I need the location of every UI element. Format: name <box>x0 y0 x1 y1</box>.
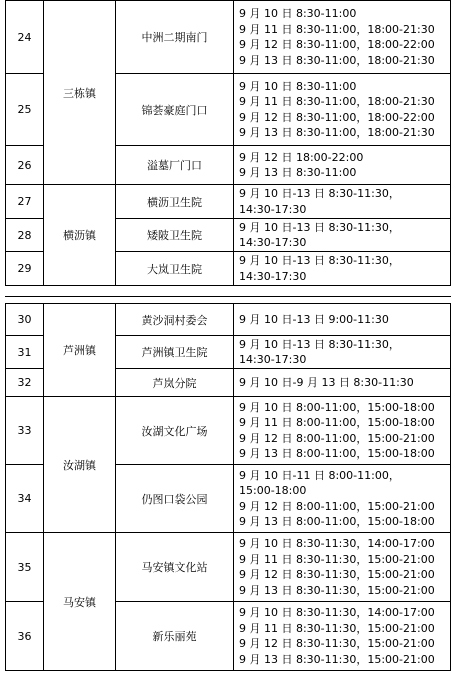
row-number: 34 <box>6 465 44 533</box>
time-line: 9 月 13 日 8:30-11:00 <box>239 166 357 179</box>
site-name: 矮陂卫生院 <box>116 219 234 252</box>
time-line: 9 月 10 日 8:30-11:30，14:00-17:00 <box>239 606 435 619</box>
time-line: 9 月 12 日 18:00-22:00 <box>239 150 364 164</box>
time-line: 9 月 13 日 8:30-11:30，15:00-21:00 <box>239 652 435 666</box>
time-line: 9 月 12 日 8:30-11:30，15:00-21:00 <box>239 568 435 581</box>
time-line: 9 月 13 日 8:30-11:00，18:00-21:30 <box>239 53 435 67</box>
time-line: 9 月 10 日-13 日 8:30-11:30， <box>239 337 400 351</box>
time-line: 9 月 11 日 8:30-11:30，15:00-21:00 <box>239 552 435 566</box>
time-line: 9 月 13 日 8:30-11:00，18:00-21:30 <box>239 126 435 139</box>
time-line: 9 月 10 日-11 日 8:00-11:00， <box>239 468 400 482</box>
page-break-divider <box>5 296 451 297</box>
site-name: 芦岚分院 <box>116 369 234 397</box>
time-cell <box>234 1 451 74</box>
table-row <box>6 185 451 219</box>
table-row <box>6 533 451 602</box>
time-cell <box>234 336 451 369</box>
site-name: 新乐丽苑 <box>116 602 234 671</box>
time-line: 15:00-18:00 <box>239 484 307 497</box>
site-name: 大岚卫生院 <box>116 252 234 286</box>
time-cell <box>234 74 451 146</box>
time-cell <box>234 397 451 465</box>
time-line: 9 月 13 日 8:30-11:30，15:00-21:00 <box>239 583 435 597</box>
row-number: 32 <box>6 369 44 397</box>
time-line: 9 月 11 日 8:30-11:00，18:00-21:30 <box>239 22 435 36</box>
time-line: 9 月 10 日 8:00-11:00，15:00-18:00 <box>239 400 435 414</box>
time-line: 14:30-17:30 <box>239 269 307 283</box>
time-line: 14:30-17:30 <box>239 353 307 366</box>
site-name: 中洲二期南门 <box>116 1 234 74</box>
town-name: 横沥镇 <box>44 185 116 286</box>
row-number: 31 <box>6 336 44 369</box>
table-row <box>6 304 451 336</box>
time-line: 9 月 10 日-13 日 9:00-11:30 <box>239 312 389 326</box>
site-name: 黄沙洞村委会 <box>116 304 234 336</box>
time-line: 9 月 11 日 8:00-11:00，15:00-18:00 <box>239 416 435 429</box>
time-cell <box>234 304 451 336</box>
time-cell <box>234 465 451 533</box>
row-number: 35 <box>6 533 44 602</box>
time-line: 9 月 11 日 8:30-11:00，18:00-21:30 <box>239 95 435 108</box>
site-name: 汝湖文化广场 <box>116 397 234 465</box>
town-name: 马安镇 <box>44 533 116 671</box>
time-cell <box>234 369 451 397</box>
time-line: 9 月 10 日-9 月 13 日 8:30-11:30 <box>239 375 414 389</box>
time-cell <box>234 602 451 671</box>
time-line: 9 月 10 日 8:30-11:30，14:00-17:00 <box>239 537 435 550</box>
site-name: 仍图口袋公园 <box>116 465 234 533</box>
row-number: 29 <box>6 252 44 286</box>
schedule-table-2 <box>5 303 451 671</box>
town-name: 汝湖镇 <box>44 397 116 533</box>
site-name: 马安镇文化站 <box>116 533 234 602</box>
time-cell <box>234 185 451 219</box>
time-line: 9 月 12 日 8:30-11:00，18:00-22:00 <box>239 110 435 124</box>
row-number: 24 <box>6 1 44 74</box>
row-number: 27 <box>6 185 44 219</box>
time-line: 14:30-17:30 <box>239 236 307 249</box>
row-number: 36 <box>6 602 44 671</box>
table-row <box>6 1 451 74</box>
row-number: 26 <box>6 146 44 185</box>
time-line: 9 月 12 日 8:30-11:30，15:00-21:00 <box>239 637 435 650</box>
time-line: 9 月 10 日 8:30-11:00 <box>239 7 357 20</box>
site-name: 芦洲镇卫生院 <box>116 336 234 369</box>
time-line: 9 月 10 日-13 日 8:30-11:30， <box>239 254 400 267</box>
town-name: 三栋镇 <box>44 1 116 185</box>
time-line: 9 月 10 日-13 日 8:30-11:30， <box>239 187 400 200</box>
time-cell <box>234 219 451 252</box>
time-line: 9 月 13 日 8:00-11:00，15:00-18:00 <box>239 515 435 528</box>
time-line: 9 月 13 日 8:00-11:00，15:00-18:00 <box>239 447 435 460</box>
time-cell <box>234 533 451 602</box>
time-line: 9 月 10 日 8:30-11:00 <box>239 79 357 93</box>
schedule-table-1 <box>5 0 451 286</box>
site-name: 锦荟豪庭门口 <box>116 74 234 146</box>
row-number: 33 <box>6 397 44 465</box>
time-line: 9 月 10 日-13 日 8:30-11:30， <box>239 220 400 234</box>
row-number: 30 <box>6 304 44 336</box>
time-line: 9 月 12 日 8:00-11:00，15:00-21:00 <box>239 431 435 445</box>
row-number: 25 <box>6 74 44 146</box>
time-cell <box>234 252 451 286</box>
time-line: 9 月 12 日 8:30-11:00，18:00-22:00 <box>239 38 435 51</box>
row-number: 28 <box>6 219 44 252</box>
table-row <box>6 397 451 465</box>
time-line: 9 月 11 日 8:30-11:30，15:00-21:00 <box>239 621 435 635</box>
site-name: 横沥卫生院 <box>116 185 234 219</box>
time-cell <box>234 146 451 185</box>
time-line: 9 月 12 日 8:00-11:00，15:00-21:00 <box>239 499 435 513</box>
time-line: 14:30-17:30 <box>239 202 307 216</box>
town-name: 芦洲镇 <box>44 304 116 397</box>
site-name: 溢墓厂门口 <box>116 146 234 185</box>
